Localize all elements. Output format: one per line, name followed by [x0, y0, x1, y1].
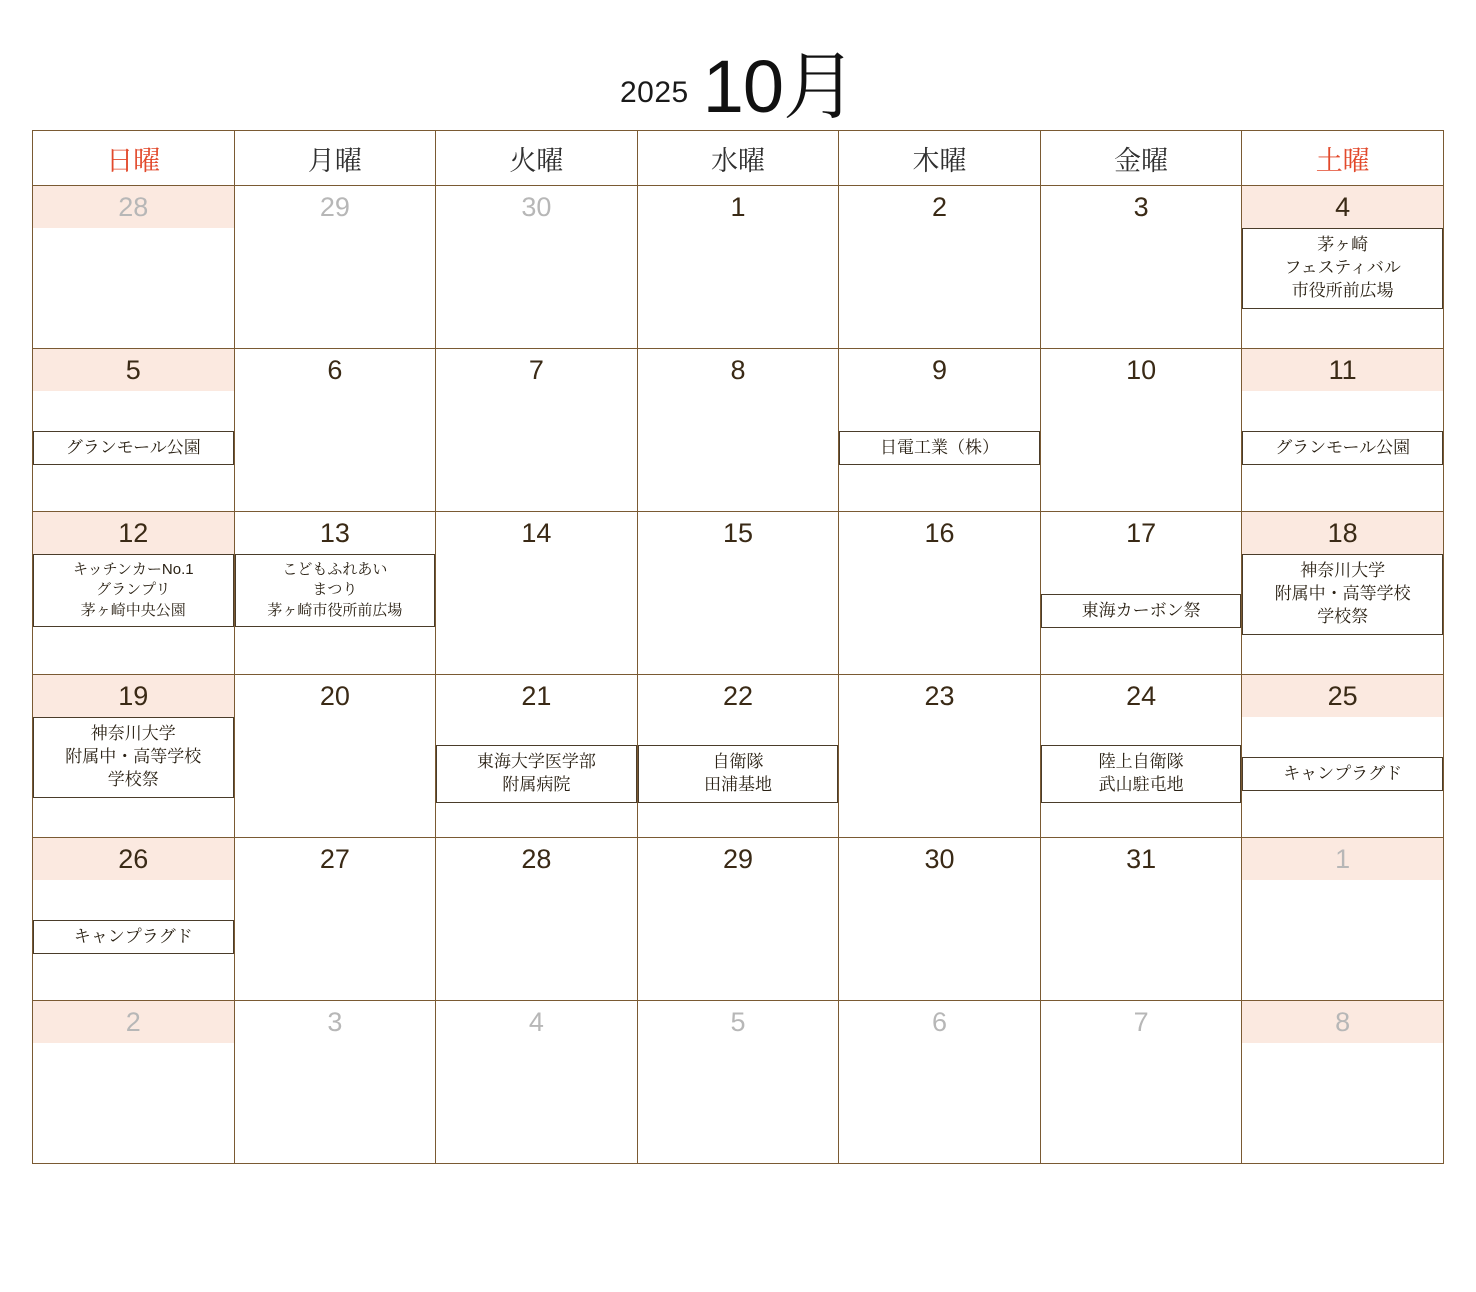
day-cell[interactable] [1040, 554, 1242, 675]
event-line: キッチンカーNo.1 [72, 561, 194, 578]
calendar-title [0, 0, 1476, 130]
event-line: 東海大学医学部 [476, 752, 596, 772]
event-line: 神奈川大学 [90, 724, 176, 743]
day-number[interactable]: 21 [436, 675, 638, 718]
day-number[interactable]: 28 [436, 838, 638, 881]
day-number[interactable]: 25 [1242, 675, 1444, 718]
event-line: 自衛隊 [712, 752, 764, 772]
day-cell[interactable] [33, 880, 235, 1001]
week-number-row [33, 838, 1444, 881]
week-event-row [33, 228, 1444, 349]
event-line: キャンプラグド [1283, 763, 1403, 783]
day-cell[interactable] [33, 554, 235, 675]
day-cell[interactable] [436, 554, 638, 675]
week-number-row [33, 512, 1444, 555]
day-number[interactable]: 2 [839, 186, 1041, 229]
day-cell[interactable] [637, 554, 839, 675]
event-line: 陸上自衛隊 [1098, 752, 1184, 772]
weekday-header-tue: 火曜 [436, 131, 638, 186]
event-line: キャンプラグド [73, 926, 193, 946]
day-number[interactable]: 18 [1242, 512, 1444, 555]
event-line: グランモール公園 [1275, 437, 1411, 457]
day-number[interactable]: 24 [1040, 675, 1242, 718]
day-number[interactable]: 15 [637, 512, 839, 555]
day-cell[interactable] [637, 1043, 839, 1164]
weekday-header-fri: 金曜 [1040, 131, 1242, 186]
week-event-row [33, 391, 1444, 512]
day-cell[interactable] [234, 717, 436, 838]
event-line: 附属病院 [502, 775, 571, 794]
event-line: まつり [312, 581, 358, 599]
day-cell[interactable] [33, 391, 235, 512]
calendar-grid [32, 130, 1444, 1164]
title-year: 2025 [619, 76, 689, 109]
day-cell[interactable] [436, 391, 638, 512]
day-cell[interactable] [637, 717, 839, 838]
day-cell[interactable] [1242, 880, 1444, 1001]
event-line: 市役所前広場 [1291, 280, 1394, 300]
event-line: 田浦基地 [703, 775, 772, 794]
day-number[interactable]: 6 [234, 349, 436, 392]
week-number-row [33, 1001, 1444, 1044]
event-line: 茅ヶ崎市役所前広場 [267, 601, 403, 619]
event-line: こどもふれあい [282, 561, 388, 578]
day-number[interactable]: 6 [839, 1001, 1041, 1044]
week-event-row [33, 717, 1444, 838]
weekday-header-wed: 水曜 [637, 131, 839, 186]
day-number[interactable]: 7 [1040, 1001, 1242, 1044]
day-number[interactable]: 7 [436, 349, 638, 392]
week-event-row [33, 880, 1444, 1001]
day-cell[interactable] [1242, 391, 1444, 512]
calendar-body [33, 186, 1444, 1164]
event-line: 学校祭 [1317, 606, 1369, 626]
day-number[interactable]: 31 [1040, 838, 1242, 881]
event-line: 東海カーボン祭 [1081, 600, 1201, 620]
week-number-row [33, 675, 1444, 718]
day-number[interactable]: 16 [839, 512, 1041, 555]
day-number[interactable]: 28 [33, 186, 235, 229]
weekday-header-sun: 日曜 [33, 131, 235, 186]
week-event-row [33, 554, 1444, 675]
event-chip[interactable] [839, 431, 1040, 466]
event-chip[interactable] [1041, 594, 1242, 629]
event-line: 学校祭 [107, 769, 159, 789]
event-chip[interactable] [33, 920, 234, 955]
day-number[interactable]: 3 [234, 1001, 436, 1044]
day-number[interactable]: 29 [234, 186, 436, 229]
day-cell[interactable] [839, 554, 1041, 675]
week-number-row [33, 349, 1444, 392]
day-cell[interactable] [1040, 717, 1242, 838]
day-number[interactable]: 14 [436, 512, 638, 555]
event-chip[interactable] [33, 554, 234, 627]
day-cell[interactable] [1242, 717, 1444, 838]
day-cell[interactable] [436, 717, 638, 838]
day-cell[interactable] [1242, 1043, 1444, 1164]
day-cell[interactable] [1242, 554, 1444, 675]
event-line: フェスティバル [1284, 257, 1401, 277]
day-cell[interactable] [33, 1043, 235, 1164]
day-cell[interactable] [33, 228, 235, 349]
day-number[interactable]: 29 [637, 838, 839, 881]
day-cell[interactable] [33, 717, 235, 838]
event-chip[interactable] [1242, 554, 1443, 635]
day-number[interactable]: 5 [637, 1001, 839, 1044]
day-number[interactable]: 2 [33, 1001, 235, 1044]
day-cell[interactable] [234, 391, 436, 512]
event-line: 附属中・高等学校 [1274, 583, 1411, 603]
event-line: 茅ヶ崎 [1317, 235, 1369, 254]
weekday-header-sat: 土曜 [1242, 131, 1444, 186]
day-cell[interactable] [637, 228, 839, 349]
day-cell[interactable] [234, 1043, 436, 1164]
weekday-header-row [33, 131, 1444, 186]
event-chip[interactable] [436, 745, 637, 803]
day-number[interactable]: 19 [33, 675, 235, 718]
day-cell[interactable] [1040, 1043, 1242, 1164]
day-cell[interactable] [637, 391, 839, 512]
event-line: 神奈川大学 [1300, 561, 1386, 580]
title-month: 10月 [702, 45, 857, 128]
event-line: グランプリ [96, 581, 171, 599]
day-number[interactable]: 3 [1040, 186, 1242, 229]
day-number[interactable]: 5 [33, 349, 235, 392]
day-cell[interactable] [839, 391, 1041, 512]
day-cell[interactable] [839, 1043, 1041, 1164]
day-cell[interactable] [839, 228, 1041, 349]
day-number[interactable]: 12 [33, 512, 235, 555]
event-line: グランモール公園 [65, 437, 201, 457]
day-cell[interactable] [1242, 228, 1444, 349]
day-cell[interactable] [436, 1043, 638, 1164]
day-cell[interactable] [839, 880, 1041, 1001]
day-number[interactable]: 1 [637, 186, 839, 229]
day-cell[interactable] [234, 228, 436, 349]
event-chip[interactable] [33, 431, 234, 466]
weekday-header-mon: 月曜 [234, 131, 436, 186]
day-cell[interactable] [637, 880, 839, 1001]
event-chip[interactable] [1242, 431, 1443, 466]
day-number[interactable]: 17 [1040, 512, 1242, 555]
event-chip[interactable] [1041, 745, 1242, 803]
day-cell[interactable] [234, 554, 436, 675]
day-number[interactable]: 30 [436, 186, 638, 229]
week-event-row [33, 1043, 1444, 1164]
event-line: 茅ヶ崎中央公園 [80, 601, 186, 619]
day-number[interactable]: 4 [436, 1001, 638, 1044]
event-chip[interactable] [1242, 757, 1443, 792]
event-line: 武山駐屯地 [1098, 775, 1184, 794]
day-cell[interactable] [1040, 391, 1242, 512]
day-number[interactable]: 26 [33, 838, 235, 881]
day-number[interactable]: 27 [234, 838, 436, 881]
event-line: 附属中・高等学校 [65, 746, 202, 766]
day-cell[interactable] [1040, 228, 1242, 349]
day-number[interactable]: 1 [1242, 838, 1444, 881]
day-number[interactable]: 23 [839, 675, 1041, 718]
event-line: 日電工業（株） [880, 437, 1000, 457]
day-cell[interactable] [234, 880, 436, 1001]
event-chip[interactable] [638, 745, 839, 803]
day-number[interactable]: 4 [1242, 186, 1444, 229]
day-number[interactable]: 11 [1242, 349, 1444, 392]
event-chip[interactable] [235, 554, 436, 627]
day-number[interactable]: 20 [234, 675, 436, 718]
day-number[interactable]: 8 [637, 349, 839, 392]
day-cell[interactable] [436, 228, 638, 349]
day-cell[interactable] [1040, 880, 1242, 1001]
day-number[interactable]: 8 [1242, 1001, 1444, 1044]
day-number[interactable]: 9 [839, 349, 1041, 392]
day-cell[interactable] [839, 717, 1041, 838]
day-number[interactable]: 13 [234, 512, 436, 555]
day-cell[interactable] [436, 880, 638, 1001]
event-chip[interactable] [33, 717, 234, 798]
day-number[interactable]: 10 [1040, 349, 1242, 392]
event-chip[interactable] [1242, 228, 1443, 309]
week-number-row [33, 186, 1444, 229]
weekday-header-thu: 木曜 [839, 131, 1041, 186]
day-number[interactable]: 30 [839, 838, 1041, 881]
day-number[interactable]: 22 [637, 675, 839, 718]
